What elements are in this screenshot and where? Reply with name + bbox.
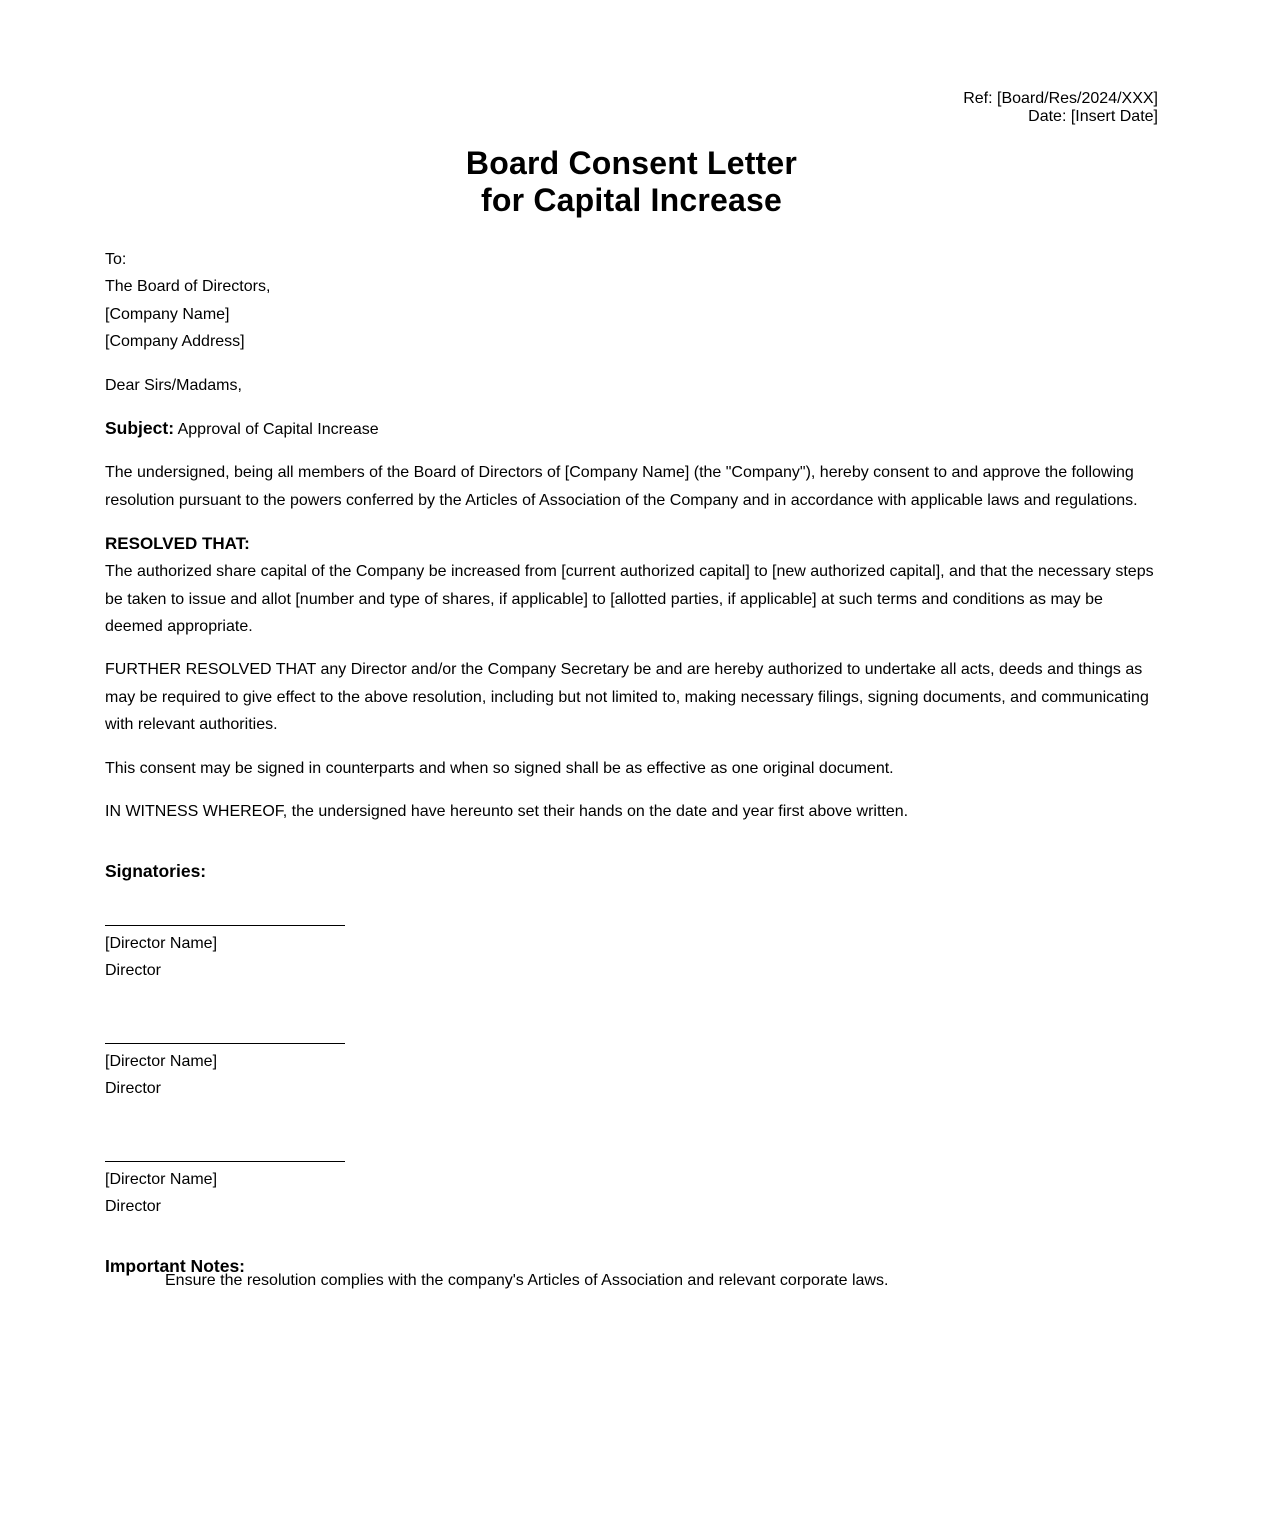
intro-paragraph: The undersigned, being all members of the Board of Directors of [Company Name] (the "Company"), hereby consent to and approve the following resolution pursuant to the powers conferred by the Articles of Association of the Company and in accordance with applicable laws and regulations.: [105, 464, 1138, 509]
recipient-to: To:: [105, 251, 127, 268]
signature-block: [105, 925, 1158, 985]
signature-block: [105, 1043, 1158, 1103]
document-date: Date: [Insert Date]: [1028, 108, 1158, 125]
signatory-name: [Director Name]: [105, 1170, 218, 1188]
signatory-name: [Director Name]: [105, 1052, 218, 1070]
resolved-paragraph: The authorized share capital of the Company be increased from [current authorized capital] to [new authorized capital], and that the necessary steps be taken to issue and allot [number and type of shares, if applicable] to [allotted parties, if applicable] at such terms and conditions as may be deemed appropriate.: [105, 563, 1154, 636]
signatory-role: Director: [105, 962, 162, 980]
salutation: Dear Sirs/Madams,: [105, 376, 242, 394]
reference-number: Ref: [Board/Res/2024/XXX]: [963, 90, 1158, 107]
title-line-1: Board Consent Letter: [465, 145, 798, 181]
signatory-role: Director: [105, 1080, 162, 1098]
signature-line: [105, 1161, 345, 1162]
recipient-block: [105, 246, 1158, 356]
subject-text: Approval of Capital Increase: [177, 421, 379, 439]
notes-list: [105, 1267, 888, 1294]
note-item: Ensure the resolution complies with the company's Articles of Association and relevant corporate laws.: [165, 1271, 889, 1289]
resolved-heading: RESOLVED THAT:: [105, 534, 250, 554]
title-line-2: for Capital Increase: [481, 182, 782, 218]
signatory-role: Director: [105, 1197, 162, 1215]
subject-line: [105, 415, 1158, 443]
witness-paragraph: IN WITNESS WHEREOF, the undersigned have hereunto set their hands on the date and year first above written.: [105, 803, 909, 821]
counterparts-paragraph: This consent may be signed in counterparts and when so signed shall be as effective as one original document.: [105, 759, 894, 777]
recipient-company-address: [Company Address]: [105, 333, 245, 351]
signatory-name: [Director Name]: [105, 934, 218, 952]
notes-list-clipped: [105, 1271, 1158, 1293]
signature-block: [105, 1161, 1158, 1221]
subject-label: Subject:: [105, 418, 175, 439]
further-resolved-paragraph: FURTHER RESOLVED THAT any Director and/or the Company Secretary be and are hereby authorized to undertake all acts, deeds and things as may be required to give effect to the above resolution, including but not limited to, making necessary filings, signing documents, and communicating with relevant authorities.: [105, 661, 1149, 734]
recipient-company-name: [Company Name]: [105, 305, 230, 323]
signature-line: [105, 925, 345, 926]
signatories-heading: Signatories:: [105, 860, 207, 881]
recipient-board: The Board of Directors,: [105, 278, 271, 296]
important-notes-heading: Important Notes:: [105, 1256, 245, 1277]
document-page: [105, 90, 1158, 1293]
reference-block: [105, 90, 1158, 126]
document-title: [105, 145, 1158, 219]
signature-line: [105, 1043, 345, 1044]
